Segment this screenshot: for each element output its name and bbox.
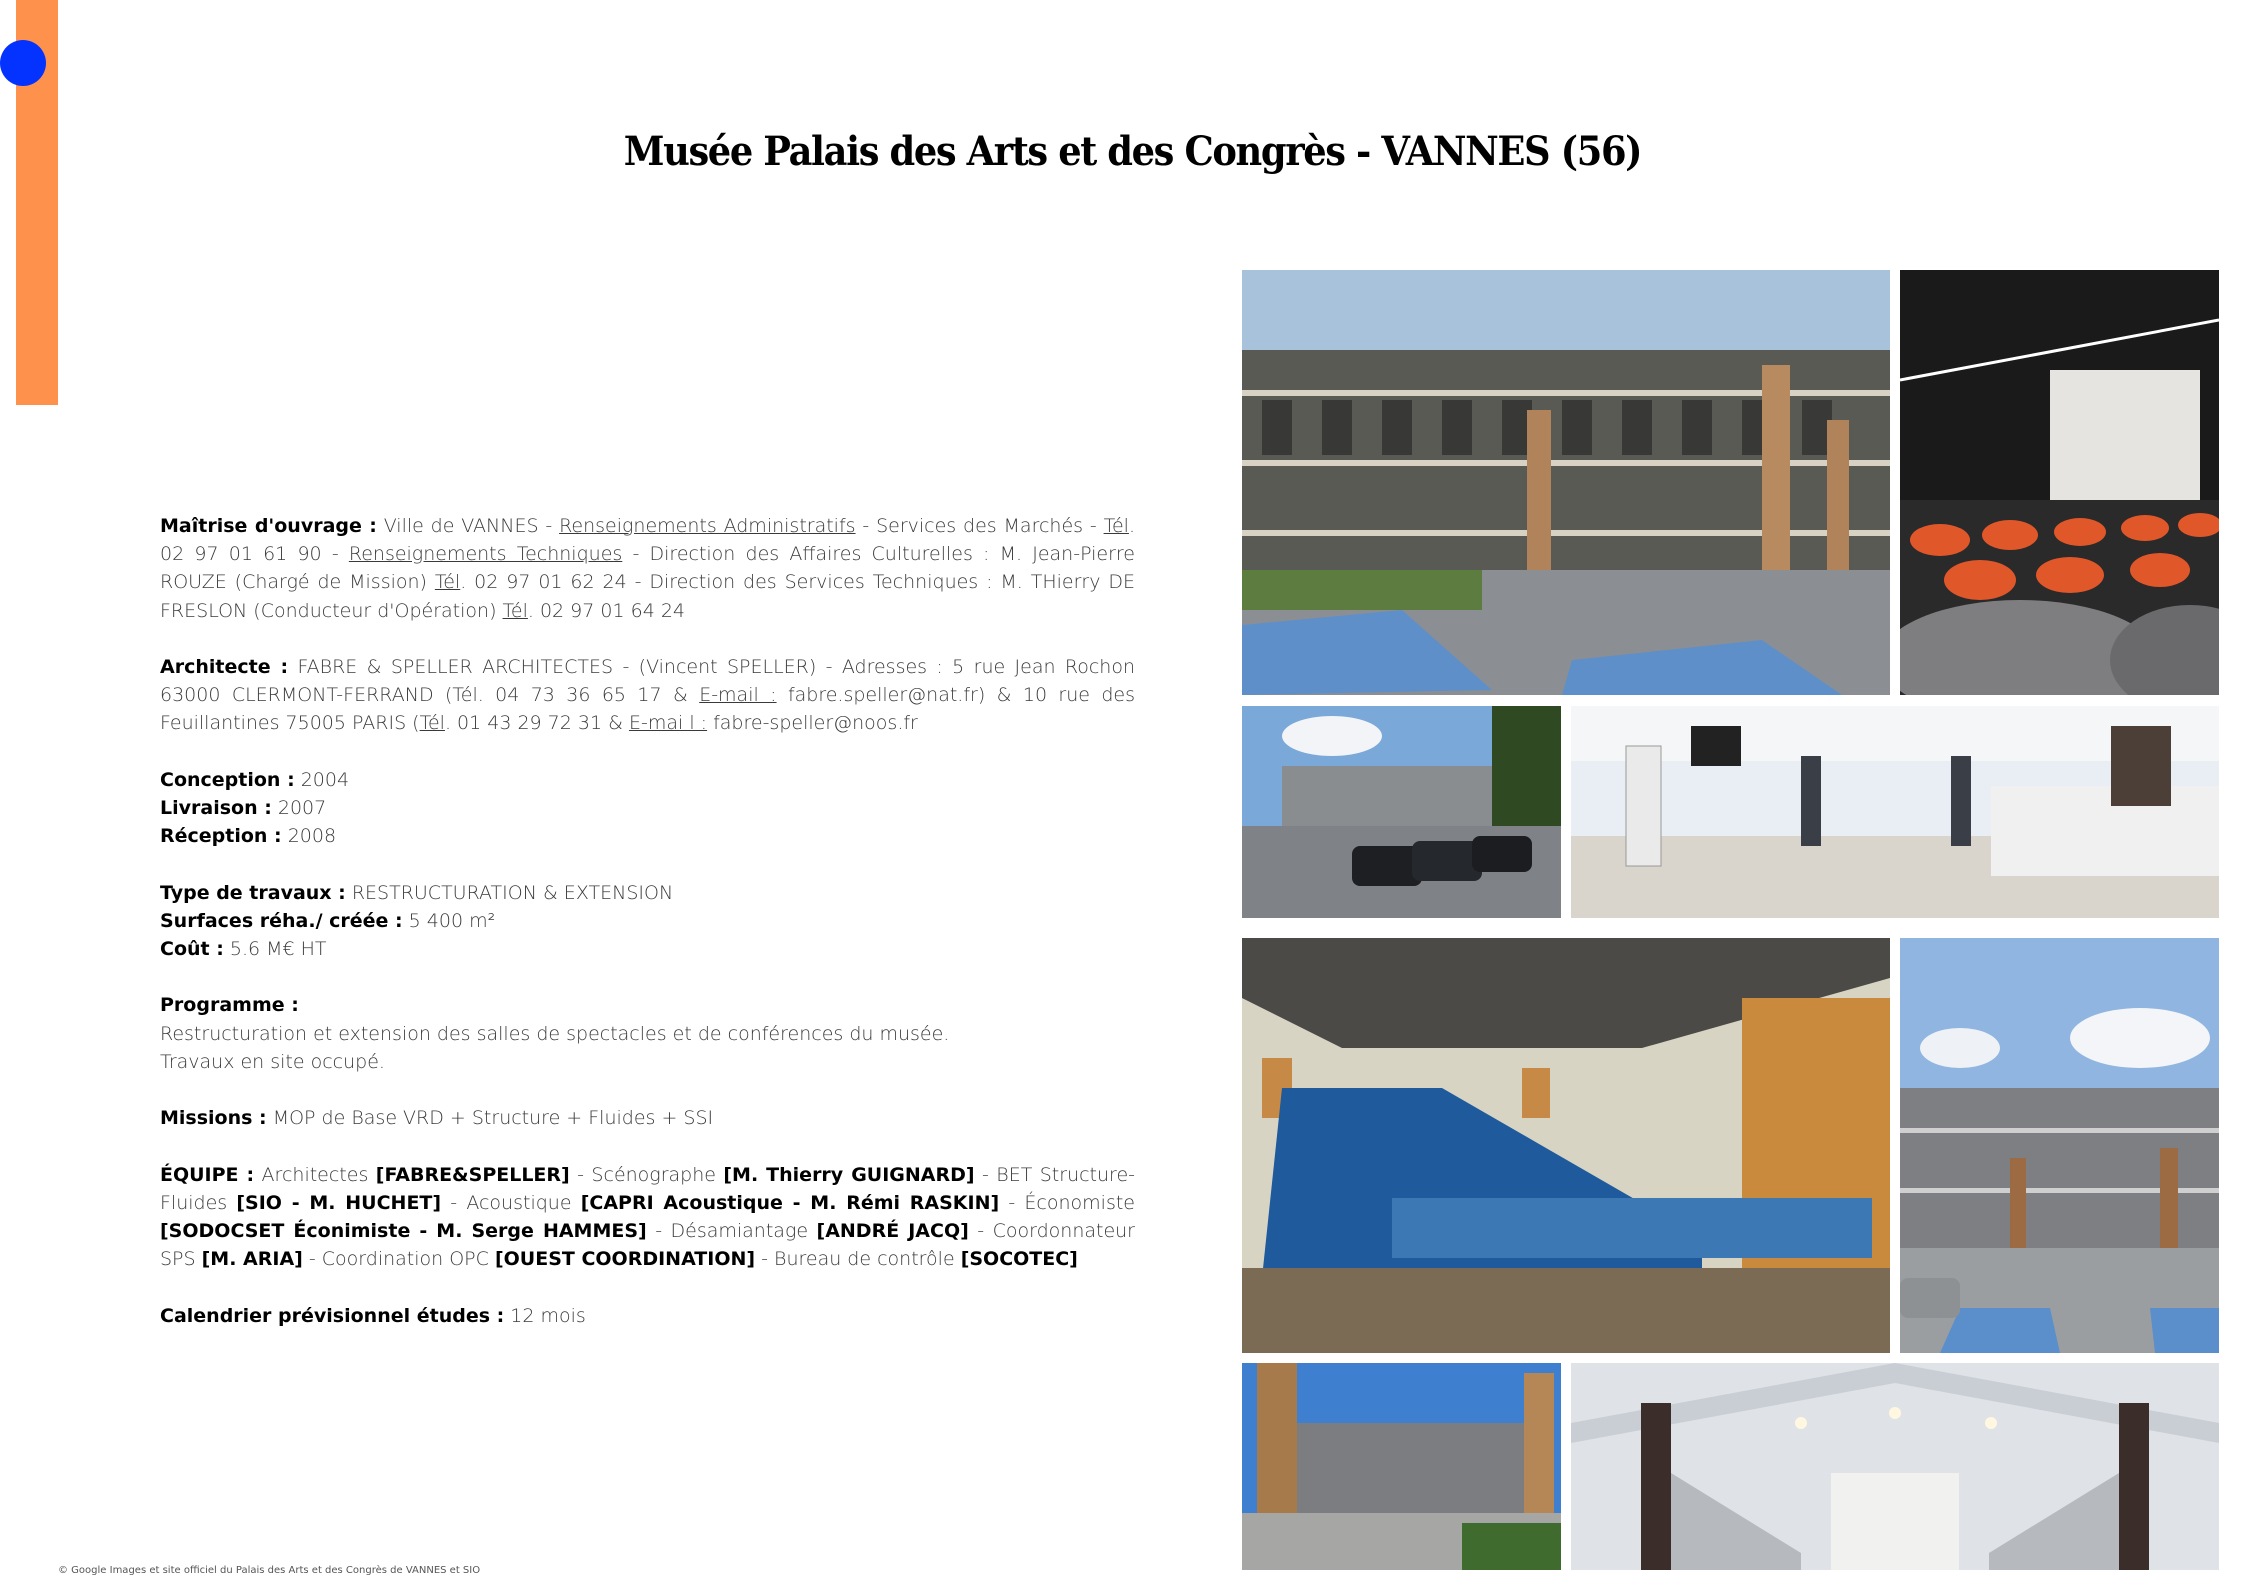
link-renseignements-administratifs[interactable]: Renseignements Administratifs bbox=[559, 515, 856, 537]
reception-row bbox=[160, 822, 1135, 850]
photo-facade-exterior bbox=[1242, 270, 1890, 695]
email-link[interactable]: E-mai l : bbox=[628, 712, 708, 735]
role: Architectes bbox=[254, 1163, 376, 1186]
staircase-image-icon bbox=[1571, 1363, 2219, 1570]
calendrier-label: Calendrier prévisionnel études : bbox=[160, 1304, 505, 1327]
missions-label: Missions : bbox=[160, 1107, 267, 1130]
role: - Bureau de contrôle bbox=[755, 1248, 961, 1271]
surfaces-value: 5 400 m² bbox=[402, 909, 496, 932]
photo-grand-staircase bbox=[1571, 1363, 2219, 1570]
photo-exterior-parking bbox=[1242, 706, 1561, 918]
role: - Acoustique bbox=[441, 1191, 581, 1214]
text: - Direction des Affaires Culturelles : M. Jean-Pierre ROUZE (Chargé de Mission) bbox=[160, 543, 1135, 594]
conception-label: Conception : bbox=[160, 768, 295, 791]
project-details bbox=[160, 512, 1135, 1358]
equipe-section bbox=[160, 1161, 1135, 1274]
reception-label: Réception : bbox=[160, 825, 282, 848]
type-travaux-label: Type de travaux : bbox=[160, 881, 346, 904]
tel-link[interactable]: Tél bbox=[419, 712, 445, 735]
calendrier-value: 12 mois bbox=[504, 1304, 586, 1327]
architecte-label: Architecte : bbox=[160, 656, 289, 678]
tel-link[interactable]: Tél bbox=[1103, 515, 1129, 537]
role: - Coordination OPC bbox=[302, 1248, 495, 1271]
role: - Économiste bbox=[999, 1191, 1135, 1214]
text: . 02 97 01 62 24 - Direction des Services Techniques : M. THierry DE FRESLON (Conducteur d'Opération) bbox=[160, 571, 1136, 622]
company: [SIO - M. HUCHET] bbox=[236, 1191, 442, 1214]
type-travaux-value: RESTRUCTURATION & EXTENSION bbox=[345, 881, 674, 904]
photo-facade-flags bbox=[1900, 938, 2219, 1353]
photo-conference-hall bbox=[1242, 938, 1890, 1353]
text: . 02 97 01 61 90 - bbox=[160, 515, 1135, 566]
cout-row bbox=[160, 935, 1135, 963]
missions-section bbox=[160, 1104, 1135, 1132]
company: [M. ARIA] bbox=[201, 1248, 303, 1271]
entrance-image-icon bbox=[1242, 1363, 1561, 1570]
livraison-label: Livraison : bbox=[160, 797, 272, 819]
facade-image-icon bbox=[1242, 270, 1890, 695]
programme-line-2: Travaux en site occupé. bbox=[160, 1050, 385, 1073]
travaux-section bbox=[160, 879, 1135, 964]
text: Ville de VANNES - bbox=[376, 515, 560, 537]
page-title: Musée Palais des Arts et des Congrès - VANNES (56) bbox=[623, 128, 1642, 175]
photo-auditorium-screen bbox=[1900, 270, 2219, 695]
role: - Désamiantage bbox=[646, 1219, 817, 1242]
conception-value: 2004 bbox=[294, 768, 350, 791]
maitrise-ouvrage-section bbox=[160, 512, 1135, 625]
email-link[interactable]: E-mail : bbox=[699, 684, 777, 707]
architecte-section bbox=[160, 653, 1135, 738]
tel-link[interactable]: Tél bbox=[434, 571, 461, 594]
blue-dot-decoration bbox=[0, 40, 46, 86]
company: [M. Thierry GUIGNARD] bbox=[723, 1163, 975, 1186]
company: [SOCOTEC] bbox=[960, 1248, 1078, 1271]
programme-section bbox=[160, 991, 1135, 1076]
image-credits: © Google Images et site officiel du Palais des Arts et des Congrès de VANNES et SIO bbox=[58, 1565, 481, 1576]
text: . 02 97 01 64 24 bbox=[527, 599, 686, 622]
role: - BET Structure-Fluides bbox=[160, 1163, 1135, 1214]
role: - Scénographe bbox=[569, 1163, 724, 1186]
photo-entrance-columns bbox=[1242, 1363, 1561, 1570]
surfaces-label: Surfaces réha./ créée : bbox=[160, 909, 403, 932]
text: fabre-speller@noos.fr bbox=[707, 712, 918, 735]
company: [SODOCSET Éconimiste - M. Serge HAMMES] bbox=[160, 1219, 647, 1242]
text: FABRE & SPELLER ARCHITECTES - (Vincent SPELLER) - Adresses : 5 rue Jean Rochon 63000 CLERMONT-FERRAND (Tél. 04 73 36 65 17 & bbox=[160, 656, 1136, 707]
cout-value: 5.6 M€ HT bbox=[223, 938, 327, 960]
cout-label: Coût : bbox=[160, 938, 224, 960]
company: [OUEST COORDINATION] bbox=[494, 1248, 756, 1271]
type-travaux-row bbox=[160, 879, 1135, 907]
parking-image-icon bbox=[1242, 706, 1561, 918]
facade-flags-image-icon bbox=[1900, 938, 2219, 1353]
text: - Services des Marchés - bbox=[855, 515, 1104, 537]
equipe-label: ÉQUIPE : bbox=[160, 1163, 255, 1186]
text: . 01 43 29 72 31 & bbox=[444, 712, 629, 735]
link-renseignements-techniques[interactable]: Renseignements Techniques bbox=[348, 543, 623, 566]
company: [CAPRI Acoustique - M. Rémi RASKIN] bbox=[580, 1191, 1000, 1214]
lobby-image-icon bbox=[1571, 706, 2219, 918]
dates-section bbox=[160, 766, 1135, 851]
tel-link[interactable]: Tél bbox=[502, 599, 528, 622]
company: [ANDRÉ JACQ] bbox=[816, 1219, 969, 1242]
auditorium-image-icon bbox=[1900, 270, 2219, 695]
text: fabre.speller@nat.fr) & 10 rue des Feuillantines 75005 PARIS ( bbox=[160, 684, 1136, 735]
conference-hall-image-icon bbox=[1242, 938, 1890, 1353]
company: [FABRE&SPELLER] bbox=[375, 1163, 570, 1186]
calendrier-section bbox=[160, 1302, 1135, 1330]
livraison-row bbox=[160, 794, 1135, 822]
livraison-value: 2007 bbox=[271, 797, 327, 819]
role: - Coordonnateur SPS bbox=[160, 1219, 1135, 1271]
photo-lobby-hall bbox=[1571, 706, 2219, 918]
reception-value: 2008 bbox=[281, 825, 337, 848]
conception-row bbox=[160, 766, 1135, 794]
programme-label: Programme : bbox=[160, 994, 299, 1017]
maitrise-label: Maîtrise d'ouvrage : bbox=[160, 515, 377, 537]
programme-line-1: Restructuration et extension des salles de spectacles et de conférences du musée. bbox=[160, 1022, 950, 1045]
surfaces-row bbox=[160, 907, 1135, 935]
missions-value: MOP de Base VRD + Structure + Fluides + SSI bbox=[266, 1107, 714, 1130]
